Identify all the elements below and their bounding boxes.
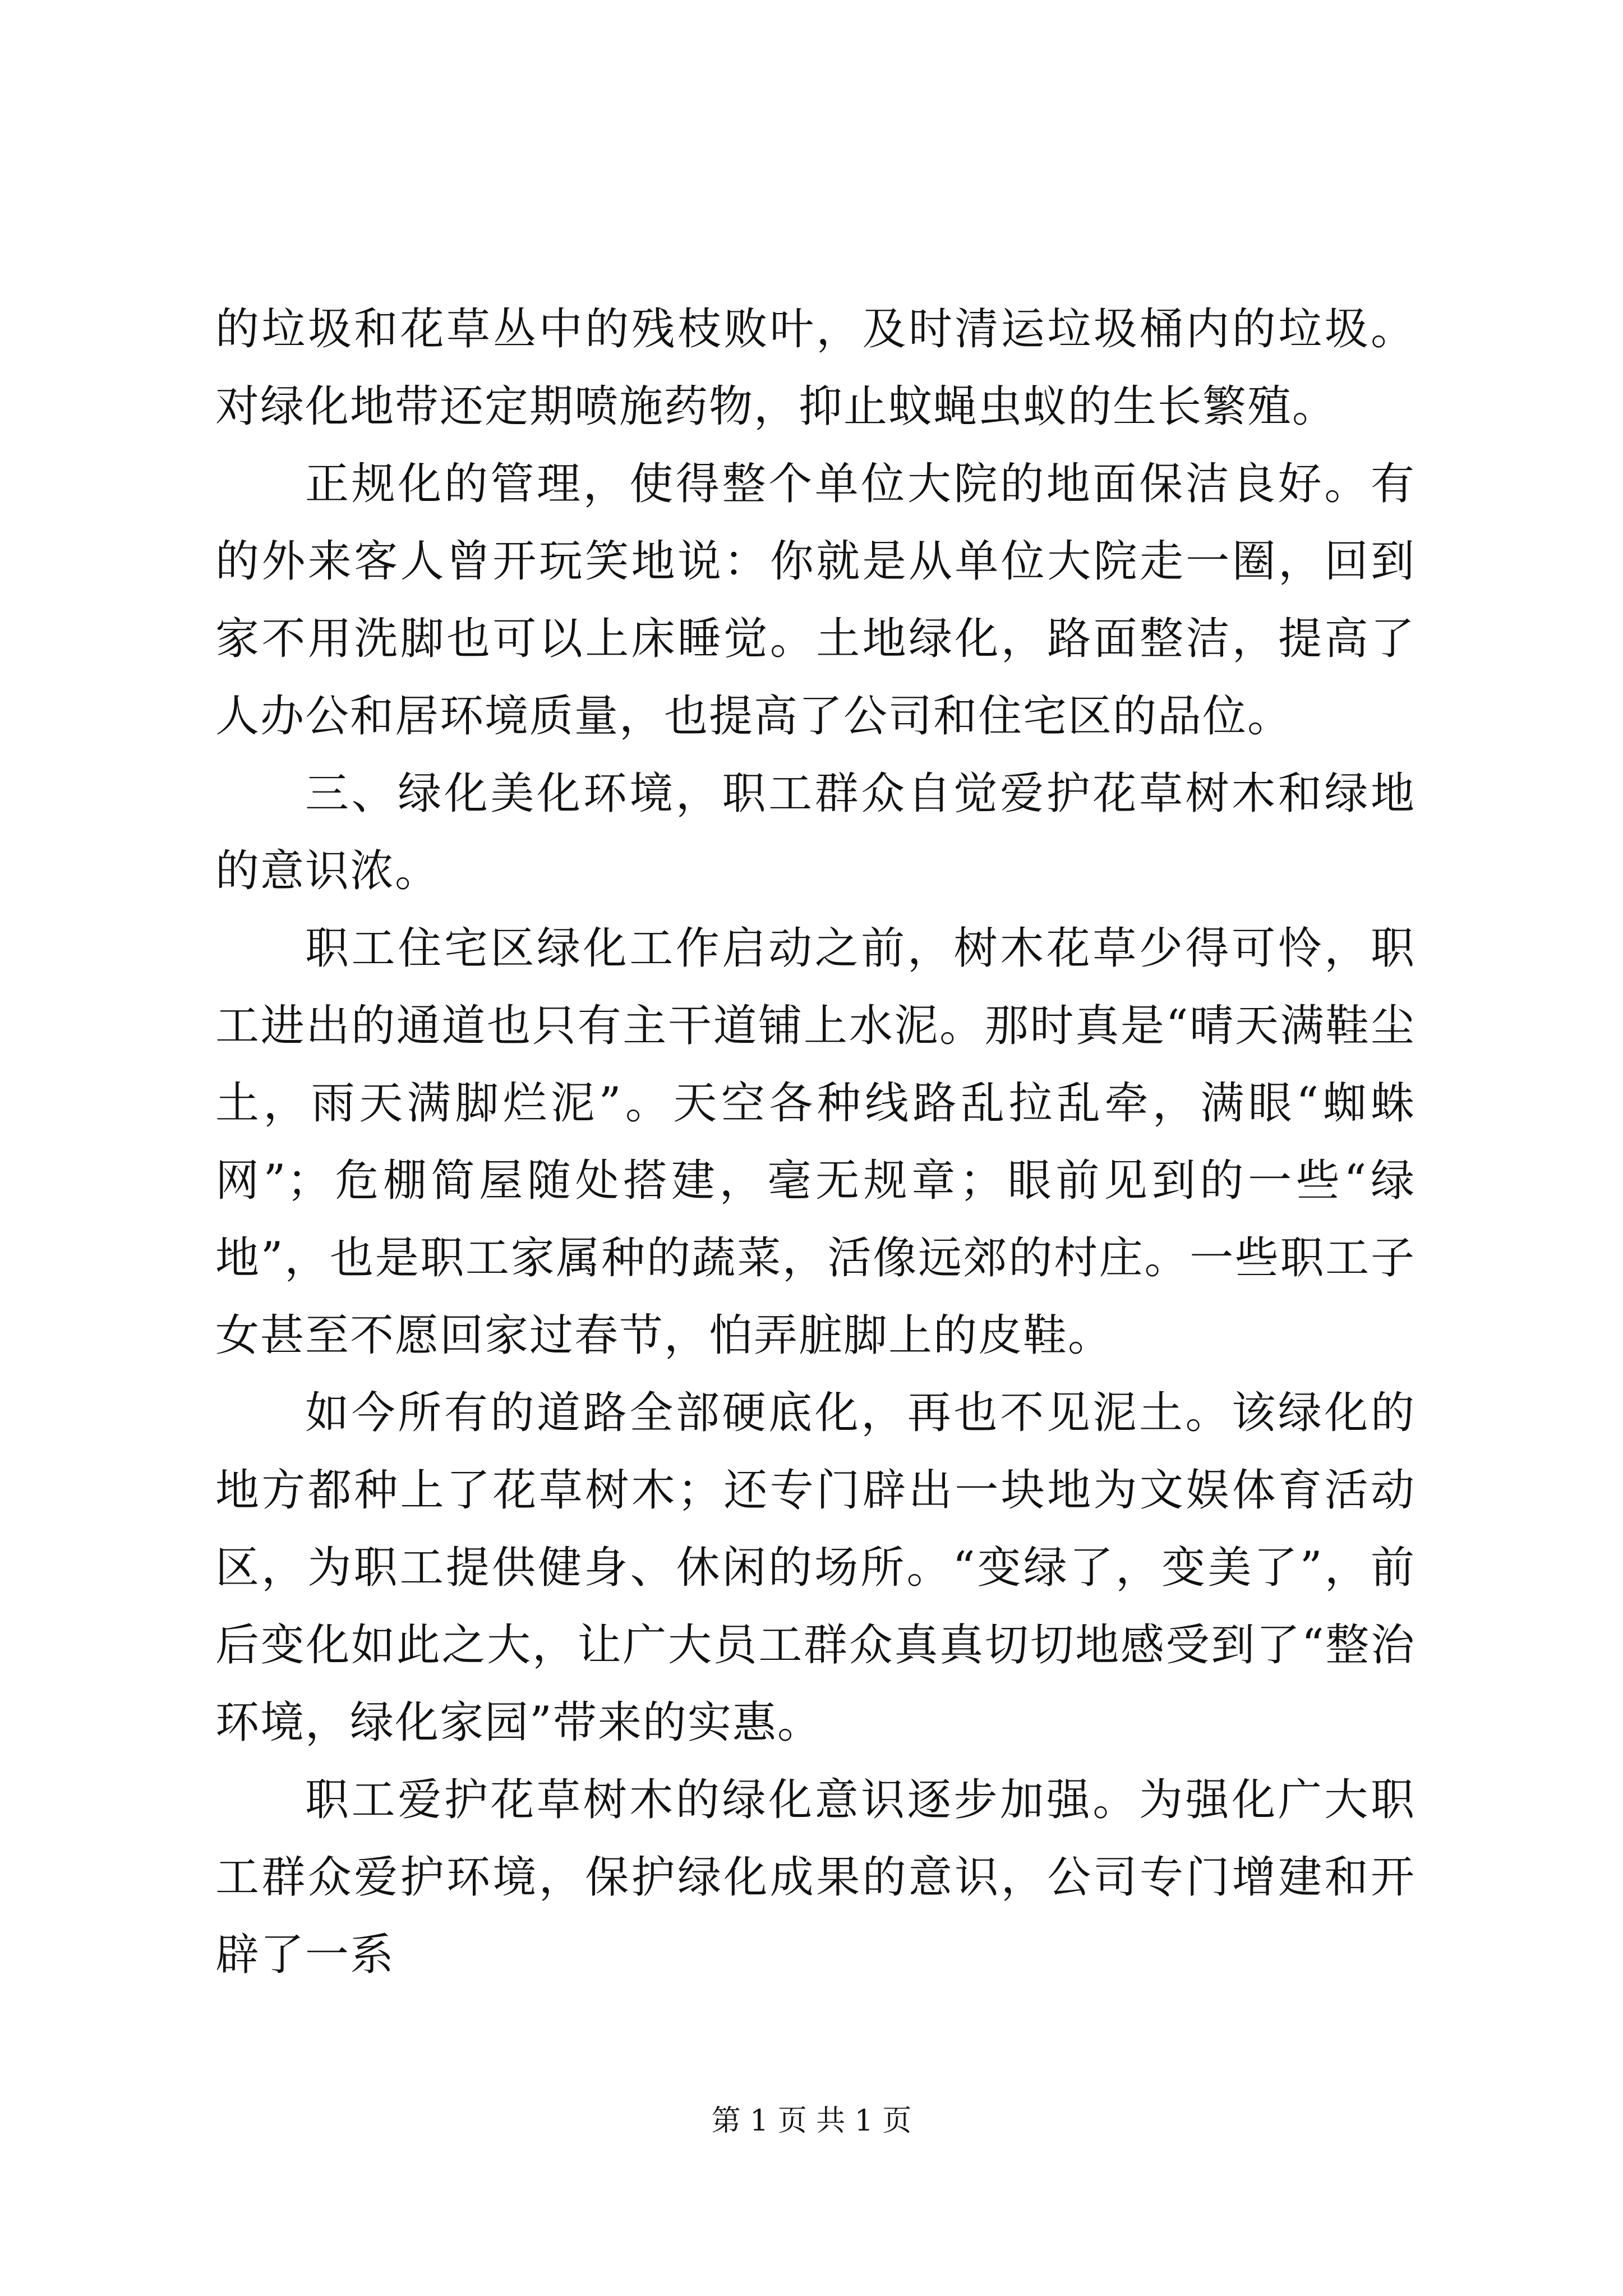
paragraph: 职工爱护花草树木的绿化意识逐步加强。为强化广大职工群众爱护环境，保护绿化成果的意识，公司专门增建和开辟了一系 xyxy=(215,1775,1415,1980)
page-number-footer: 第 1 页 共 1 页 xyxy=(711,2104,912,2138)
paragraph: 职工住宅区绿化工作启动之前，树木花草少得可怜，职工进出的通道也只有主干道铺上水泥。那时真是“晴天满鞋尘土，雨天满脚烂泥”。天空各种线路乱拉乱牵，满眼“蜘蛛网”；危棚简屋随处搭建，毫无规章；眼前见到的一些“绿地”，也是职工家属种的蔬菜，活像远郊的村庄。一些职工子女甚至不愿回家过春节，怕弄脏脚上的皮鞋。 xyxy=(215,923,1415,1361)
section-heading: 三、绿化美化环境，职工群众自觉爱护花草树木和绿地的意识浓。 xyxy=(215,769,1415,896)
paragraph: 如今所有的道路全部硬底化，再也不见泥土。该绿化的地方都种上了花草树木；还专门辟出一块地为文娱体育活动区，为职工提供健身、休闲的场所。“变绿了，变美了”，前后变化如此之大，让广大员工群众真真切切地感受到了“整治环境，绿化家园”带来的实惠。 xyxy=(215,1388,1415,1748)
paragraph: 正规化的管理，使得整个单位大院的地面保洁良好。有的外来客人曾开玩笑地说：你就是从单位大院走一圈，回到家不用洗脚也可以上床睡觉。土地绿化，路面整洁，提高了人办公和居环境质量，也提高了公司和住宅区的品位。 xyxy=(215,459,1415,742)
paragraph: 的垃圾和花草丛中的残枝败叶，及时清运垃圾桶内的垃圾。对绿化地带还定期喷施药物，抑止蚊蝇虫蚁的生长繁殖。 xyxy=(215,304,1415,432)
document-body xyxy=(215,291,1415,1994)
